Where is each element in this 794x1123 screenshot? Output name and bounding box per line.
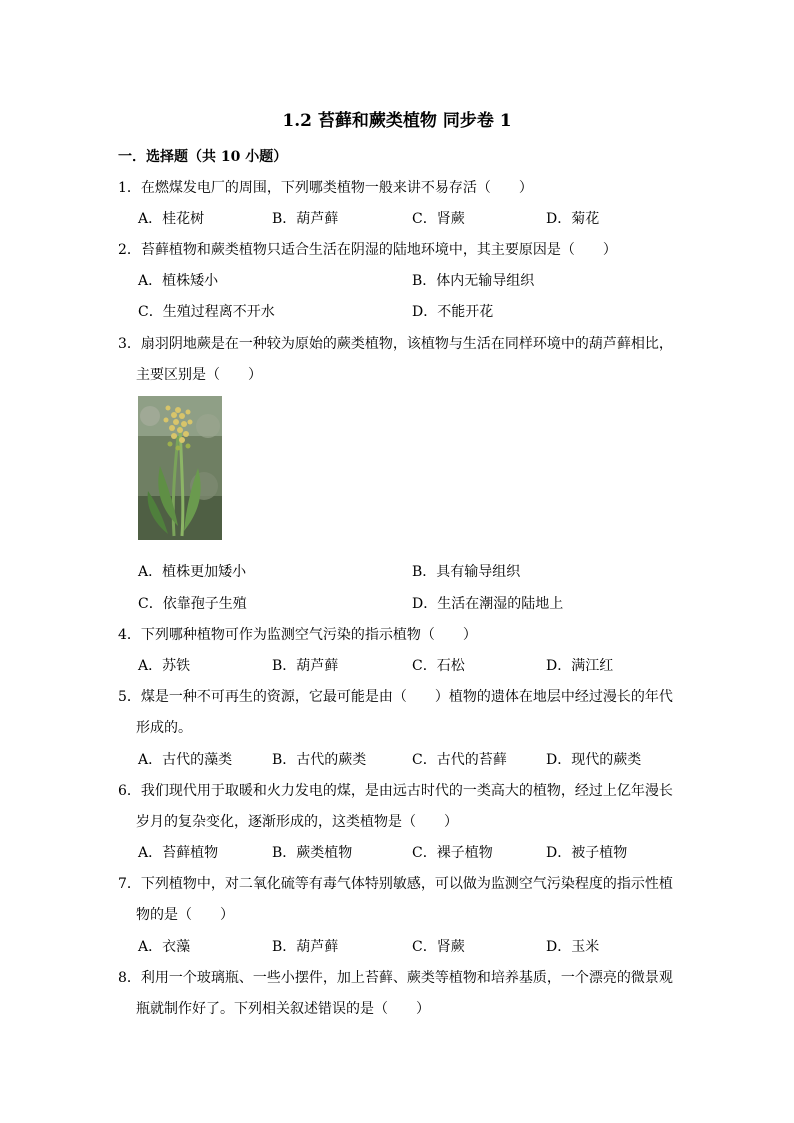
- question-2-text: 2．苔藓植物和蕨类植物只适合生活在阴湿的陆地环境中，其主要原因是（ ）: [118, 242, 617, 258]
- question-6-text: 6．我们现代用于取暖和火力发电的煤，是由远古时代的一类高大的植物，经过上亿年漫长: [118, 783, 673, 799]
- q5-option-d: D．现代的蕨类: [546, 752, 642, 768]
- q6-option-b: B．蕨类植物: [272, 845, 353, 861]
- question-4-text: 4．下列哪种植物可作为监测空气污染的指示植物（ ）: [118, 627, 477, 643]
- question-3-text-cont: 主要区别是（ ）: [136, 367, 262, 383]
- q1-option-d: D．菊花: [546, 211, 600, 227]
- q7-option-b: B．葫芦藓: [272, 939, 339, 955]
- q1-option-b: B．葫芦藓: [272, 211, 339, 227]
- q7-option-a: A．衣藻: [138, 939, 191, 955]
- page-title: 1.2 苔藓和蕨类植物 同步卷 1: [282, 111, 512, 131]
- question-5-text: 5．煤是一种不可再生的资源，它最可能是由（ ）植物的遗体在地层中经过漫长的年代: [118, 689, 673, 705]
- q3-option-b: B．具有输导组织: [412, 564, 521, 580]
- question-8-text: 8．利用一个玻璃瓶、一些小摆件，加上苔藓、蕨类等植物和培养基质，一个漂亮的微景观: [118, 970, 673, 986]
- question-7-text: 7．下列植物中，对二氧化硫等有毒气体特别敏感，可以做为监测空气污染程度的指示性植: [118, 876, 673, 892]
- fern-photo-image: [138, 396, 222, 540]
- q2-option-b: B．体内无输导组织: [412, 273, 535, 289]
- q3-option-a: A．植株更加矮小: [138, 564, 247, 580]
- q1-option-a: A．桂花树: [138, 211, 205, 227]
- q4-option-d: D．满江红: [546, 658, 614, 674]
- question-7-text-cont: 物的是（ ）: [136, 907, 234, 923]
- q4-option-c: C．石松: [412, 658, 465, 674]
- q2-option-a: A．植株矮小: [138, 273, 219, 289]
- fern-photo: [138, 396, 222, 540]
- question-8-text-cont: 瓶就制作好了。下列相关叙述错误的是（ ）: [136, 1001, 430, 1017]
- question-5-text-cont: 形成的。: [136, 720, 192, 736]
- question-1-text: 1．在燃煤发电厂的周围，下列哪类植物一般来讲不易存活（ ）: [118, 180, 533, 196]
- q7-option-c: C．肾蕨: [412, 939, 465, 955]
- q5-option-b: B．古代的蕨类: [272, 752, 367, 768]
- q6-option-c: C．裸子植物: [412, 845, 493, 861]
- q3-option-c: C．依靠孢子生殖: [138, 596, 247, 612]
- q4-option-a: A．苏铁: [138, 658, 191, 674]
- question-3-text: 3．扇羽阴地蕨是在一种较为原始的蕨类植物，该植物与生活在同样环境中的葫芦藓相比，: [118, 336, 673, 352]
- q2-option-d: D．不能开花: [412, 304, 494, 320]
- q5-option-a: A．古代的藻类: [138, 752, 233, 768]
- q5-option-c: C．古代的苔藓: [412, 752, 507, 768]
- q7-option-d: D．玉米: [546, 939, 600, 955]
- question-6-text-cont: 岁月的复杂变化，逐渐形成的，这类植物是（ ）: [136, 814, 458, 830]
- q6-option-d: D．被子植物: [546, 845, 628, 861]
- q3-option-d: D．生活在潮湿的陆地上: [412, 596, 564, 612]
- q6-option-a: A．苔藓植物: [138, 845, 219, 861]
- q1-option-c: C．肾蕨: [412, 211, 465, 227]
- q4-option-b: B．葫芦藓: [272, 658, 339, 674]
- section-heading: 一．选择题（共 10 小题）: [118, 149, 288, 165]
- q2-option-c: C．生殖过程离不开水: [138, 304, 275, 320]
